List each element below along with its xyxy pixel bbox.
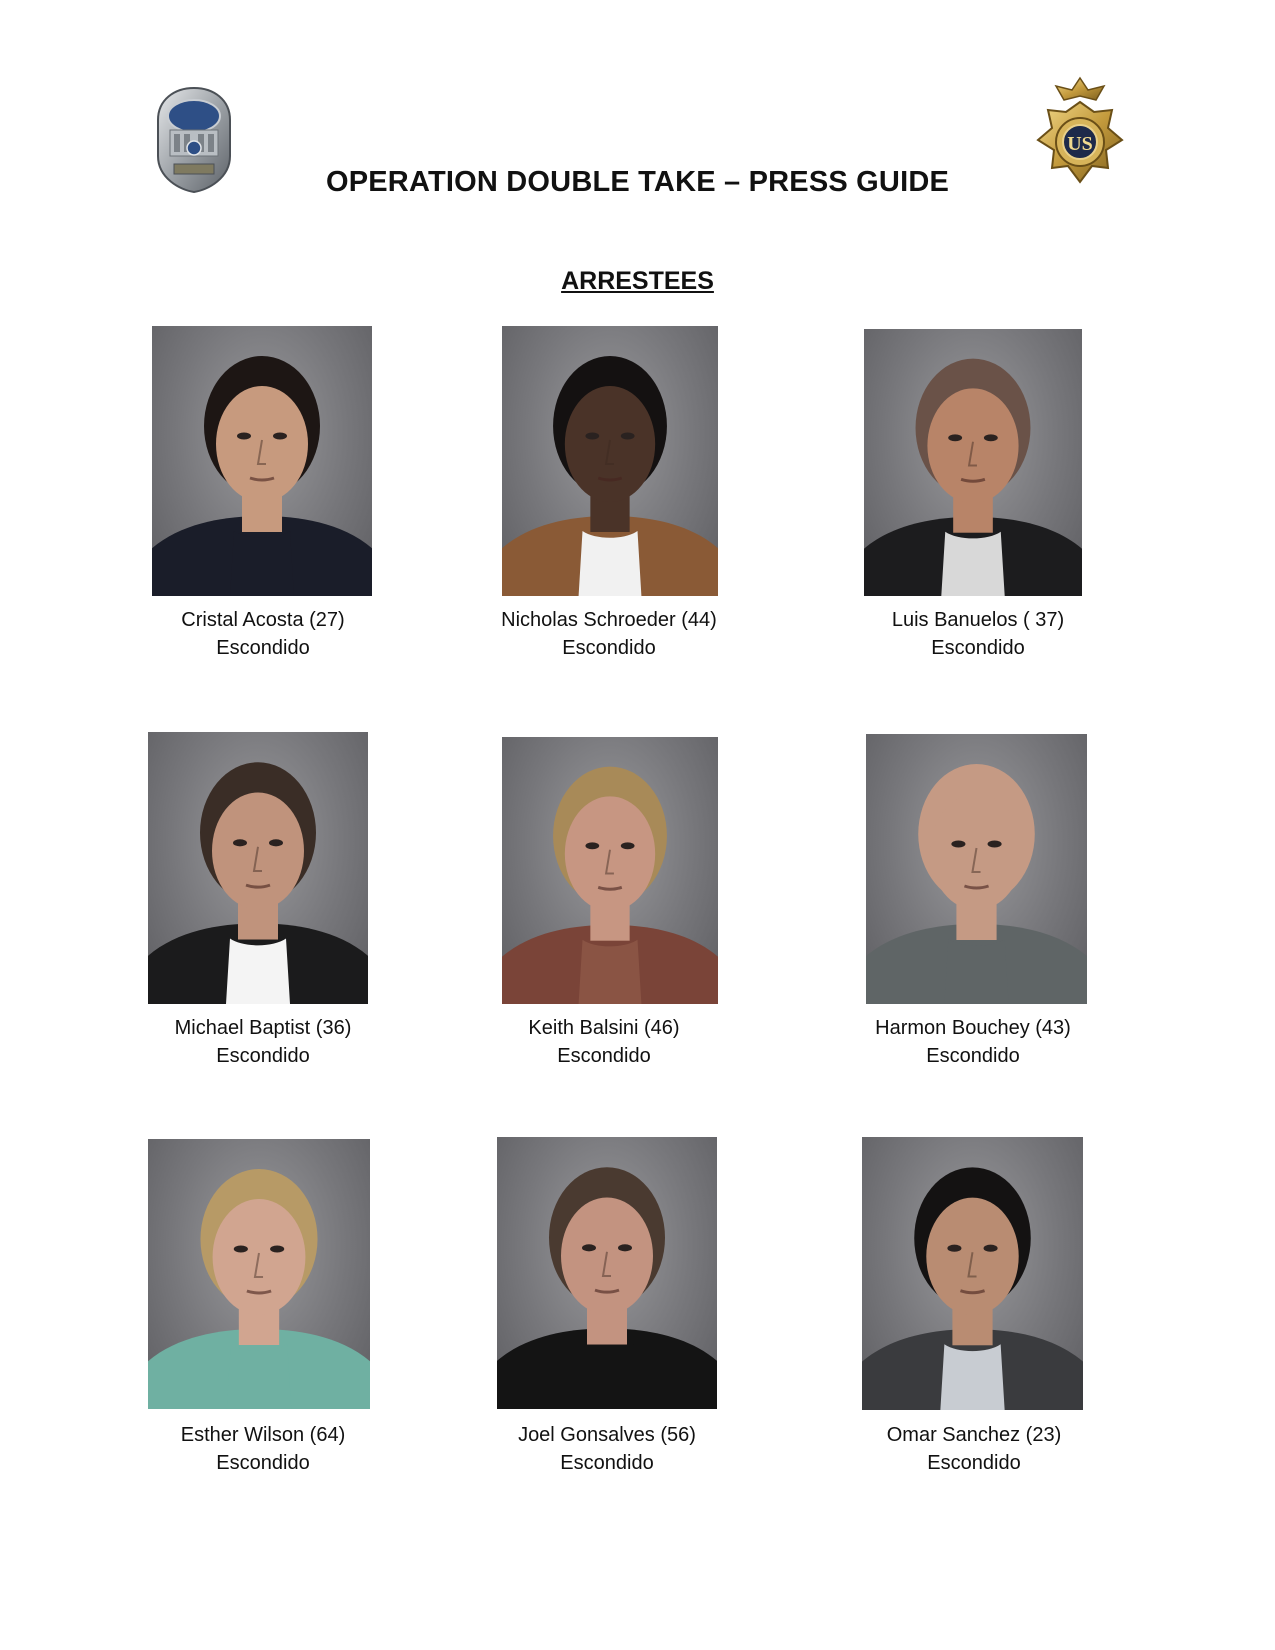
arrestee-caption xyxy=(804,1421,1144,1477)
arrestee-city: Escondido xyxy=(926,1045,1020,1067)
arrestee-name: Michael Baptist (36) xyxy=(174,1017,352,1039)
arrestee-photo xyxy=(502,737,718,1004)
arrestee-city: Escondido xyxy=(931,637,1025,659)
arrestee-photo xyxy=(148,732,368,1004)
portrait-placeholder-icon xyxy=(862,1137,1083,1410)
arrestee-photo xyxy=(152,326,372,596)
portrait-placeholder-icon xyxy=(148,1139,370,1409)
arrestee-caption xyxy=(808,606,1148,662)
arrestee-name: Harmon Bouchey (43) xyxy=(875,1017,1071,1039)
portrait-placeholder-icon xyxy=(502,326,718,596)
arrestee-caption xyxy=(437,1421,777,1477)
section-title-arrestees: ARRESTEES xyxy=(561,267,714,295)
arrestee-photo xyxy=(864,329,1082,596)
arrestee-city: Escondido xyxy=(557,1045,651,1067)
portrait-placeholder-icon xyxy=(148,732,368,1004)
arrestee-name: Luis Banuelos ( 37) xyxy=(891,609,1065,631)
arrestee-name: Omar Sanchez (23) xyxy=(886,1424,1062,1446)
arrestee-caption xyxy=(93,1014,433,1070)
arrestee-city: Escondido xyxy=(216,637,310,659)
portrait-placeholder-icon xyxy=(152,326,372,596)
arrestee-name: Cristal Acosta (27) xyxy=(181,609,345,631)
arrestee-city: Escondido xyxy=(216,1452,310,1474)
portrait-placeholder-icon xyxy=(497,1137,717,1409)
arrestee-name: Esther Wilson (64) xyxy=(180,1424,346,1446)
arrestee-city: Escondido xyxy=(562,637,656,659)
arrestee-city: Escondido xyxy=(560,1452,654,1474)
arrestee-name: Nicholas Schroeder (44) xyxy=(501,609,717,631)
portrait-placeholder-icon xyxy=(866,734,1087,1004)
document-title: OPERATION DOUBLE TAKE – PRESS GUIDE xyxy=(325,166,950,198)
arrestee-caption xyxy=(434,1014,774,1070)
arrestee-photo xyxy=(862,1137,1083,1410)
portrait-placeholder-icon xyxy=(864,329,1082,596)
badge-right-text: US xyxy=(1067,133,1093,155)
arrestee-caption xyxy=(803,1014,1143,1070)
arrestee-caption xyxy=(93,606,433,662)
arrestee-caption xyxy=(439,606,779,662)
arrestee-city: Escondido xyxy=(216,1045,310,1067)
arrestee-photo xyxy=(497,1137,717,1409)
arrestee-city: Escondido xyxy=(927,1452,1021,1474)
arrestee-photo xyxy=(866,734,1087,1004)
arrestee-caption xyxy=(93,1421,433,1477)
arrestee-name: Joel Gonsalves (56) xyxy=(518,1424,696,1446)
arrestee-photo xyxy=(148,1139,370,1409)
arrestee-photo xyxy=(502,326,718,596)
arrestee-name: Keith Balsini (46) xyxy=(528,1017,680,1039)
portrait-placeholder-icon xyxy=(502,737,718,1004)
